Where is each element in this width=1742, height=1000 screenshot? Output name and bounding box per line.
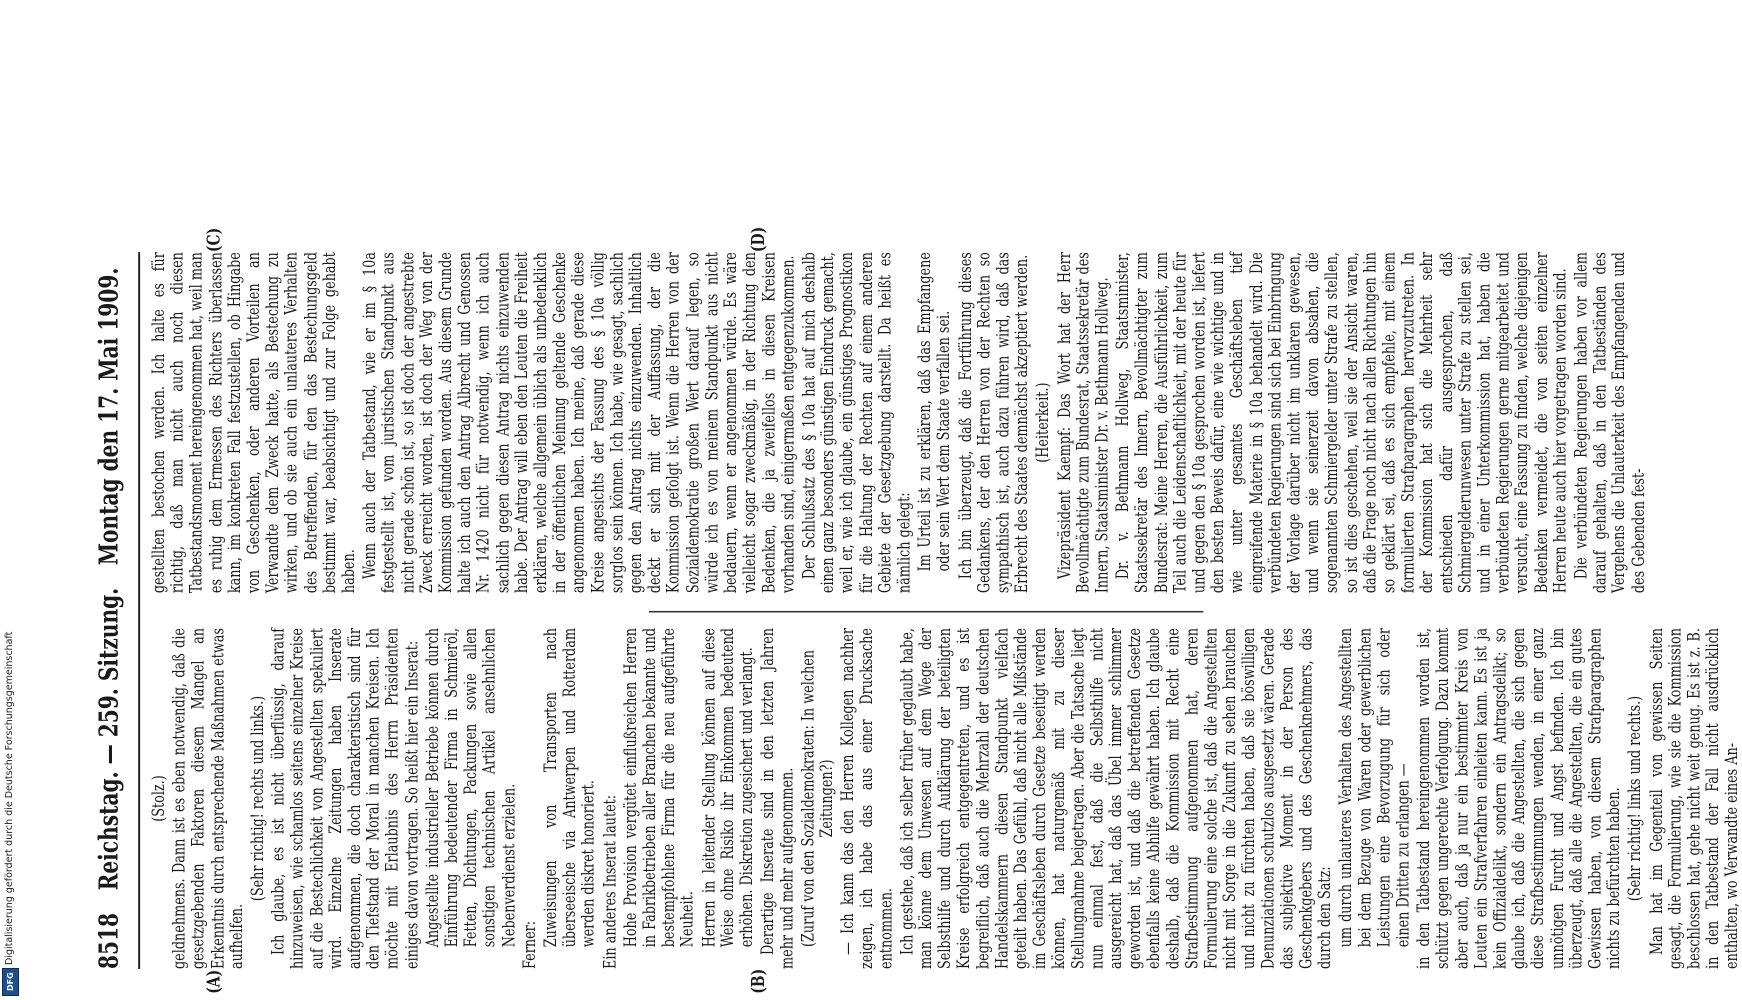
left-quote: Herren in leitender Stellung können auf diese Weise ohne Risiko ihr Einkommen bedeutend erhöhen. Diskretion zugesichert und verlangt. [699,628,757,948]
left-paragraph: — Ich kann das den Herren Kollegen nachher zeigen, ich habe das aus einer Drucksache entnommen. [838,628,896,969]
left-quote: Zuweisungen von Transporten nach überseeische via Antwerpen und Rotterdam werden diskret honoriert. [541,628,598,948]
left-quote: Angestellte industrieller Betriebe können durch Einführung bedeutender Firma in Schmieröl, Fetten, Dichtungen, Packungen sowie allen sonstigen technischen Artikel ansehnlichen Nebenverdienst erzielen. [423,628,518,948]
left-paragraph: Derartige Inserate sind in den letzten Jahren mehr und mehr aufgenommen. [758,628,797,969]
left-quote: Hohe Provision vergütet einflußreichen Herren in Fabrikbetrieben aller Branchen bekannte und bestempfohlene Firma für die neu aufgeführte Neuheit. [621,628,697,948]
column-separator [649,611,1203,613]
page-number: 8518 [94,912,125,969]
left-paragraph: geldnehmens. Dann ist es eben notwendig, daß die gesetzgebenden Faktoren diesem Mangel an Erkenntnis durch entsprechende Maßnahmen etwas aufhelfen. [170,628,246,969]
left-paragraph: Ein anderes Inserat lautet: [600,794,619,969]
right-paragraph: Der Schlußsatz des § 10a hat auf mich deshalb einen ganz besonders günstigen Eindruck gemacht, weil er, wie ich glaube, ein günstiges Prognostikon für die Haltung der Rechten auf einem anderen Gebiete der Gesetzgebung darstellt. Da heißt es nämlich gelegt: [799,252,914,594]
page-header [95,268,135,969]
rotated-newspaper-page [55,221,1742,1000]
right-paragraph: Ich bin überzeugt, daß die Fortführung dieses Gedankens, der den Herren von der Rechten so sympathisch ist, auch dazu führen wird, daß das Erbrecht des Staates demnächst akzeptiert werden. [955,252,1032,594]
left-paragraph: (Sehr richtig! rechts und links.) [248,695,267,902]
left-paragraph: Ferner: [520,920,539,969]
right-paragraph: Dr. v. Bethmann Hollweg, Staatsminister, Staatssekretär des Innern, Bevollmächtigter zum Bundesrat: Meine Herren, die Ausführlichkeit, zum Teil auch die Leidenschaftlichkeit, mit der heute für und gegen den § 10a gesprochen worden ist, liefert den besten Beweis dafür, eine wie wichtige und in wie unter gesamtes Geschäftsleben tief eingreifende Materie in § 10a behandelt wird. Die verbündeten Regierungen sind sich bei Einbringung der Vorlage darüber nicht im unklaren gewesen, und wenn sie seinerzeit davon absahen, die sogenannten Schmiergelder unter Strafe zu stellen, so ist dies geschehen, weil sie der Ansicht waren, daß die Frage noch nicht nach allen Richtungen hin so geklärt sei, daß es sich empfehle, mit einem formulierten Strafparagraphen hervorzutreten. In der Kommission hat sich die Mehrheit sehr entschieden dafür ausgesprochen, daß Schmiergelderunwesen unter Strafe zu stellen sei, und in einer Unterkommission hat, haben die verbündeten Regierungen gerne mitgearbeitet und versucht, eine Fassung zu finden, welche diejenigen Bedenken vermeidet, die von seiten einzelner Herren heute auch hier vorgetragen worden sind. [1113,252,1570,594]
header-title: Reichstag. — 259. Sitzung. [94,587,125,891]
left-column [149,628,1742,969]
right-paragraph: Wenn auch der Tatbestand, wie er im § 10a festgestellt ist, vom juristischen Standpunkt aus nicht gerade schön ist, so ist doch der angestrebte Zweck erreicht worden, ist doch der Weg von der Kommission gefunden worden. Aus diesem Grunde halte ich auch den Antrag Albrecht und Genossen Nr. 1420 nicht für notwendig, wenn ich auch sachlich gegen diesen Antrag nichts einzuwenden habe. Der Antrag will eben den Leuten die Freiheit erklären, welche allgemein üblich als unbedenklich in der öffentlichen Meinung geltende Geschenke angenommen haben. Ich meine, daß gerade diese Kreise angesichts der Fassung des § 10a völlig sorglos sein können. Ich habe, wie gesagt, sachlich gegen den Antrag nichts einzuwenden. Inhaltlich deckt er sich mit der Auffassung, der die Kommission gefolgt ist. Wenn die Herren von der Sozialdemokratie großen Wert darauf legen, so würde ich es von meinem Standpunkt aus nicht bedauern, wenn er angenommen würde. Es wäre vielleicht sogar zweckmäßig, in der Richtung den Bedenken, die ja zweifellos in diesen Kreisen vorhanden sind, einigermaßen entgegenzukommen. [360,252,798,594]
left-paragraph: in den Tatbestand hereingenommen worden ist, schützt gegen ungerechte Verfolgung. Dazu kommt aber auch, daß ja nur ein bestimmter Kreis von Leuten ein Strafverfahren einleiten kann. Es ist ja kein Offizialdelikt, sondern ein Antragsdelikt; so glaube ich, daß die Angestellten, die sich gegen diese Strafbestimmungen wenden, in einer ganz unnötigen Furcht und Angst befinden. Ich bin überzeugt, daß alle die Angestellten, die ein gutes Gewissen haben, von diesem Strafparagraphen nichts zu befürchten haben. [1414,628,1624,969]
dfg-logo: DFG [2,968,19,996]
header-rule [138,252,140,969]
digitization-note: Digitalisierung gefördert durch die Deutsche Forschungsgemeinschaft [4,631,15,965]
margin-marker-a: (A) [203,969,225,994]
right-paragraph: Vizepräsident Kaempf: Das Wort hat der Herr Bevollmächtigte zum Bundesrat, Staatssekretär des Innern, Staatsminister Dr. v. Bethmann Hollweg. [1054,252,1112,594]
left-paragraph: Ich gestehe, daß ich selber früher geglaubt habe, man könne dem Unwesen auf dem Wege der Selbsthilfe und durch Aufklärung der beteiligten Kreise erfolgreich entgegentreten, und es ist begreiflich, daß auch die Mehrzahl der deutschen Handelskammern diesen Standpunkt vielfach geteilt haben. Das Gefühl, daß nicht alle Mißstände im Geschäftsleben durch Gesetze beseitigt werden können, hat naturgemäß mit zu dieser Stellungnahme beigetragen. Aber die Tatsache liegt nun einmal fest, daß die Selbsthilfe nicht ausgereicht hat, daß das Übel immer schlimmer geworden ist, und daß die betreffenden Gesetze ebenfalls keine Abhilfe gewährt haben. Ich glaube deshalb, daß die Kommission mit Recht eine Strafbestimmung aufgenommen hat, deren Formulierung eine solche ist, daß die Angestellten nicht mit Sorge in die Zukunft zu sehen brauchen und nicht zu fürchten haben, daß sie böswilligen Denunziationen schutzlos ausgesetzt wären. Gerade das subjektive Moment in der Person des Geschenkgebers und des Geschenknehmers, das durch den Satz: [897,628,1335,969]
left-paragraph: (Zuruf von den Sozialdemokraten: In welchen Zeitungen?) [798,649,837,948]
right-paragraph: (Heiterkeit.) [1033,382,1053,463]
left-paragraph: Ich glaube, es ist nicht überflüssig, darauf hinzuweisen, wie schamlos seitens einzelner Kreise auf die Bestechlichkeit von Angestellten spekuliert wird. Einzelne Zeitungen haben Inserate aufgenommen, die doch charakteristisch sind für den Tiefstand der Moral in manchen Kreisen. Ich möchte mit Erlaubnis des Herrn Präsidenten einiges davon vortragen. So heißt hier ein Inserat: [269,628,421,969]
margin-marker-d: (D) [748,226,769,253]
right-quote: Im Urteil ist zu erklären, daß das Empfangene oder sein Wert dem Staate verfallen sei. [915,252,954,572]
left-paragraph: Man hat im Gegenteil von gewissen Seiten gesagt, die Formulierung, wie sie die Kommission beschlossen hat, gehe nicht weit genug. Es ist z. B. in den Tatbestand der Fall nicht ausdrücklich enthalten, wo Verwandte eines An- [1646,628,1742,969]
right-paragraph: gestellten bestochen werden. Ich halte es für richtig, daß man nicht auch noch diesen Tatbestandsmoment hereingenommen hat, weil man es ruhig dem Ermessen des Richters überlassen kann, im konkreten Fall festzustellen, ob Hingabe von Geschenken, oder anderen Vorteilen an Verwandte dem Zweck hatte, als Bestechung zu wirken, und ob sie auch ein unlauteres Verhalten des Betreffenden, für den das Bestechungsgeld bestimmt war, beabsichtigt und zur Folge gehabt haben. [149,252,358,594]
right-column [149,252,1648,594]
left-quote: um durch unlauteres Verhalten des Angestellten bei dem Bezuge von Waren oder gewerblichen Leistungen eine Bevorzugung für sich oder einen Dritten zu erlangen — [1336,628,1413,948]
left-paragraph: (Stolz.) [149,775,168,822]
margin-marker-b: (B) [748,968,769,994]
right-paragraph: Die verbündeten Regierungen haben vor allem darauf gehalten, daß in den Tatbeständen des Vergehens die Unlauterkeit des Empfangenden und des Gebenden fest- [1571,252,1648,594]
left-paragraph: (Sehr richtig! links und rechts.) [1625,695,1645,902]
header-date: Montag den 17. Mai 1909. [94,267,125,566]
margin-marker-c: (C) [203,227,225,253]
